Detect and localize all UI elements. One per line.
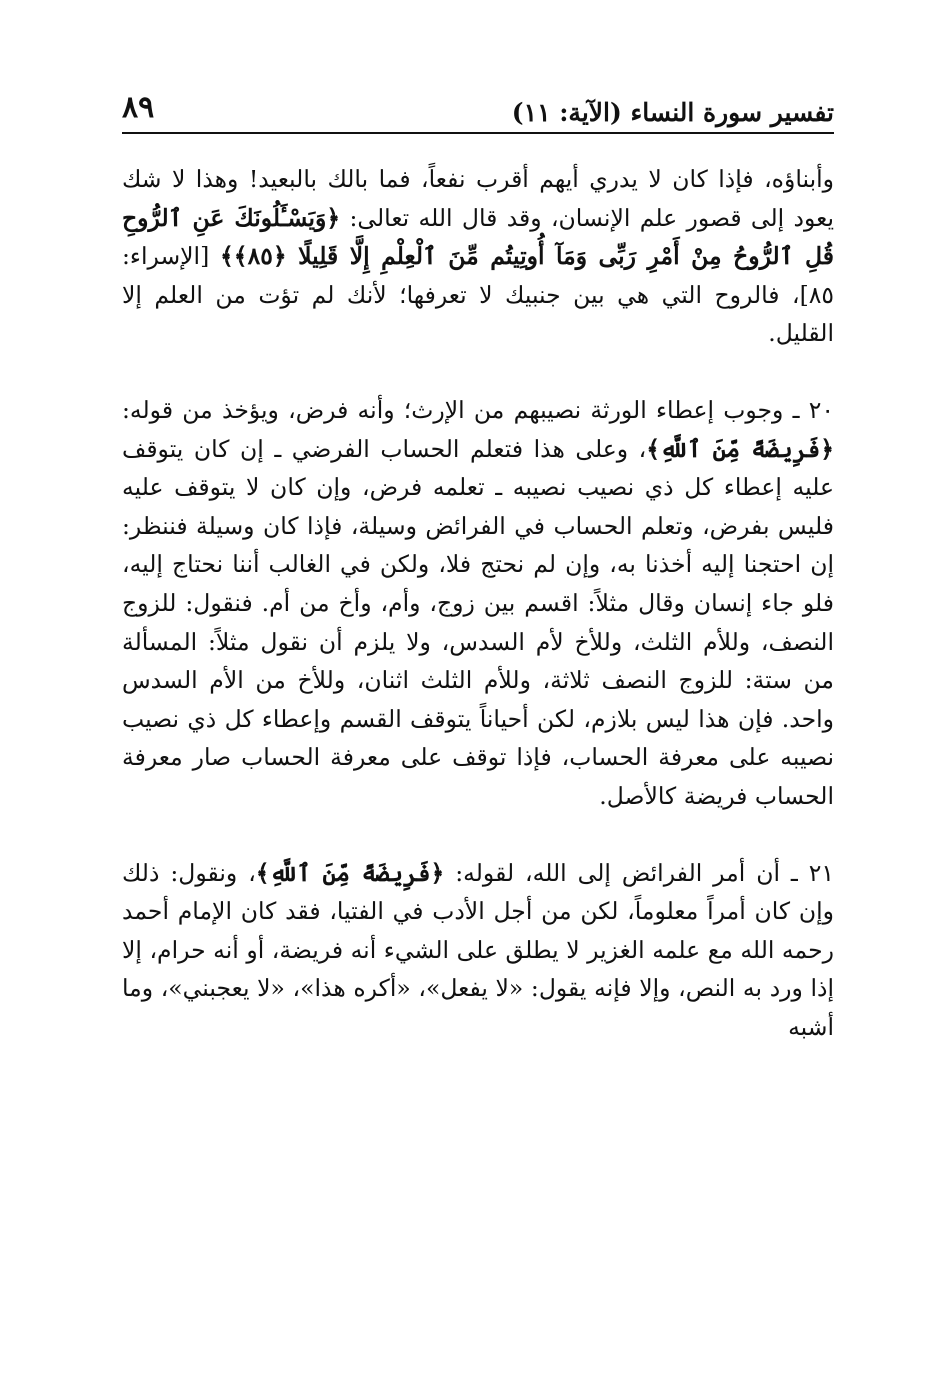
paragraph-3-text-b: ، ونقول: ذلك وإن كان أمراً معلوماً، لكن من أجل الأدب في الفتيا، فقد كان الإمام أحمد رحمه الله مع علمه الغزير لا يطلق على الشيء أنه فريضة، أو أنه حرام، إلا إذا ورد به النص، وإلا فإنه يقول: «لا يفعل»، «أكره هذا»، «لا يعجبني»، وما أشبه: [122, 858, 834, 1041]
quran-verse-al-isra-85: ﴿وَيَسْـَٔلُونَكَ عَنِ ٱلرُّوحِ قُلِ ٱلرُّوحُ مِنْ أَمْرِ رَبِّى وَمَآ أُوتِيتُم مِّنَ ٱلْعِلْمِ إِلَّا قَلِيلًا ﴿٨٥﴾﴾: [122, 203, 834, 271]
page-number: ٨٩: [122, 90, 155, 125]
paragraph-3-text-a: ٢١ ـ أن أمر الفرائض إلى الله، لقوله:: [444, 858, 834, 887]
header-title: تفسير سورة النساء (الآية: ١١): [511, 98, 834, 127]
paragraph-2-text-a: ٢٠ ـ وجوب إعطاء الورثة نصيبهم من الإرث؛ وأنه فرض، ويؤخذ من قوله:: [122, 395, 834, 424]
quran-verse-fareedah: ﴿فَرِيضَةً مِّنَ ٱللَّهِ﴾: [646, 434, 834, 463]
paragraph-2: [122, 391, 834, 816]
page-body: [122, 160, 834, 1046]
quran-verse-fareedah-2: ﴿فَرِيضَةً مِّنَ ٱللَّهِ﴾: [255, 858, 445, 887]
paragraph-1-text-b: [الإسراء: ٨٥]، فالروح التي هي بين جنبيك لا تعرفها؛ لأنك لم تؤت من العلم إلا القليل.: [122, 242, 834, 348]
paragraph-3: [122, 854, 834, 1047]
paragraph-1-text-a: وأبناؤه، فإذا كان لا يدري أيهم أقرب نفعاً، فما بالك بالبعيد! وهذا لا شك يعود إلى قصور علم الإنسان، وقد قال الله تعالى:: [122, 165, 834, 232]
paragraph-1: [122, 160, 834, 353]
header-divider: [122, 132, 834, 134]
page-header: [122, 90, 834, 136]
paragraph-2-text-b: ، وعلى هذا فتعلم الحساب الفرضي ـ إن كان يتوقف عليه إعطاء كل ذي نصيب نصيبه ـ تعلمه فرض، وإن كان لا يتوقف عليه فليس بفرض، وتعلم الحساب في الفرائض وسيلة، فإذا كان وسيلة فننظر: إن احتجنا إليه أخذنا به، وإن لم نحتج فلا، ولكن في الغالب أننا نحتاج إليه، فلو جاء إنسان وقال مثلاً: اقسم بين زوج، وأم، وأخ من أم. فنقول: للزوج النصف، وللأم الثلث، وللأخ لأم السدس، ولا يلزم أن نقول مثلاً: المسألة من ستة: للزوج النصف ثلاثة، وللأم الثلث اثنان، وللأخ من الأم السدس واحد. فإن هذا ليس بلازم، لكن أحياناً يتوقف القسم وإعطاء كل ذي نصيب نصيبه على معرفة الحساب، فإذا توقف على معرفة الحساب صار معرفة الحساب فريضة كالأصل.: [122, 434, 834, 810]
